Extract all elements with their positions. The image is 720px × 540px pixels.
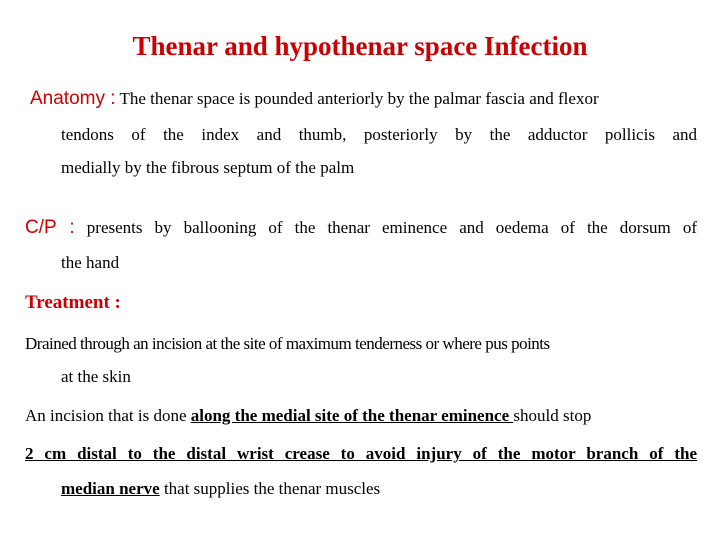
anatomy-line-2: [61, 124, 697, 146]
anatomy-line-1: [30, 88, 599, 110]
cp-line-1: [25, 217, 697, 239]
treatment-p1-text-2: at the skin: [61, 367, 131, 386]
treatment-p1-text-1: Drained through an incision at the site of maximum tenderness or where pus points: [25, 334, 550, 353]
treatment-p2-line-2: [25, 443, 697, 465]
treatment-p2-emphasis-2: 2 cm distal to the distal wrist crease to avoid injury of the motor branch of the: [25, 444, 697, 463]
treatment-p2-emphasis-1: along the medial site of the thenar eminence: [190, 406, 514, 425]
anatomy-line-3: [61, 157, 354, 179]
treatment-heading: Treatment :: [25, 292, 121, 313]
treatment-p1-line-2: [61, 366, 131, 388]
treatment-p2-line-3: [61, 478, 380, 500]
anatomy-text-2: tendons of the index and thumb, posteriorly by the adductor pollicis and: [61, 125, 697, 144]
cp-line-2: [61, 252, 119, 274]
treatment-p2-emphasis-3: median nerve: [61, 479, 160, 498]
treatment-p1-line-1: [25, 333, 550, 355]
treatment-heading-line: [25, 292, 121, 314]
cp-text-2: the hand: [61, 253, 120, 272]
cp-text-1: presents by ballooning of the thenar eminence and oedema of the dorsum of: [86, 218, 698, 237]
anatomy-text-1: The thenar space is pounded anteriorly by the palmar fascia and flexor: [119, 89, 599, 108]
page-title: Thenar and hypothenar space Infection: [132, 31, 588, 61]
treatment-p2-line-1: [25, 405, 591, 427]
anatomy-text-3: medially by the fibrous septum of the palm: [61, 158, 355, 177]
treatment-p2-text-1a: An incision that is done: [25, 406, 191, 425]
treatment-p2-text-1c: should stop: [513, 406, 592, 425]
cp-heading: C/P :: [25, 217, 75, 238]
treatment-p2-text-3b: that supplies the thenar muscles: [159, 479, 381, 498]
anatomy-heading: Anatomy :: [30, 88, 116, 109]
